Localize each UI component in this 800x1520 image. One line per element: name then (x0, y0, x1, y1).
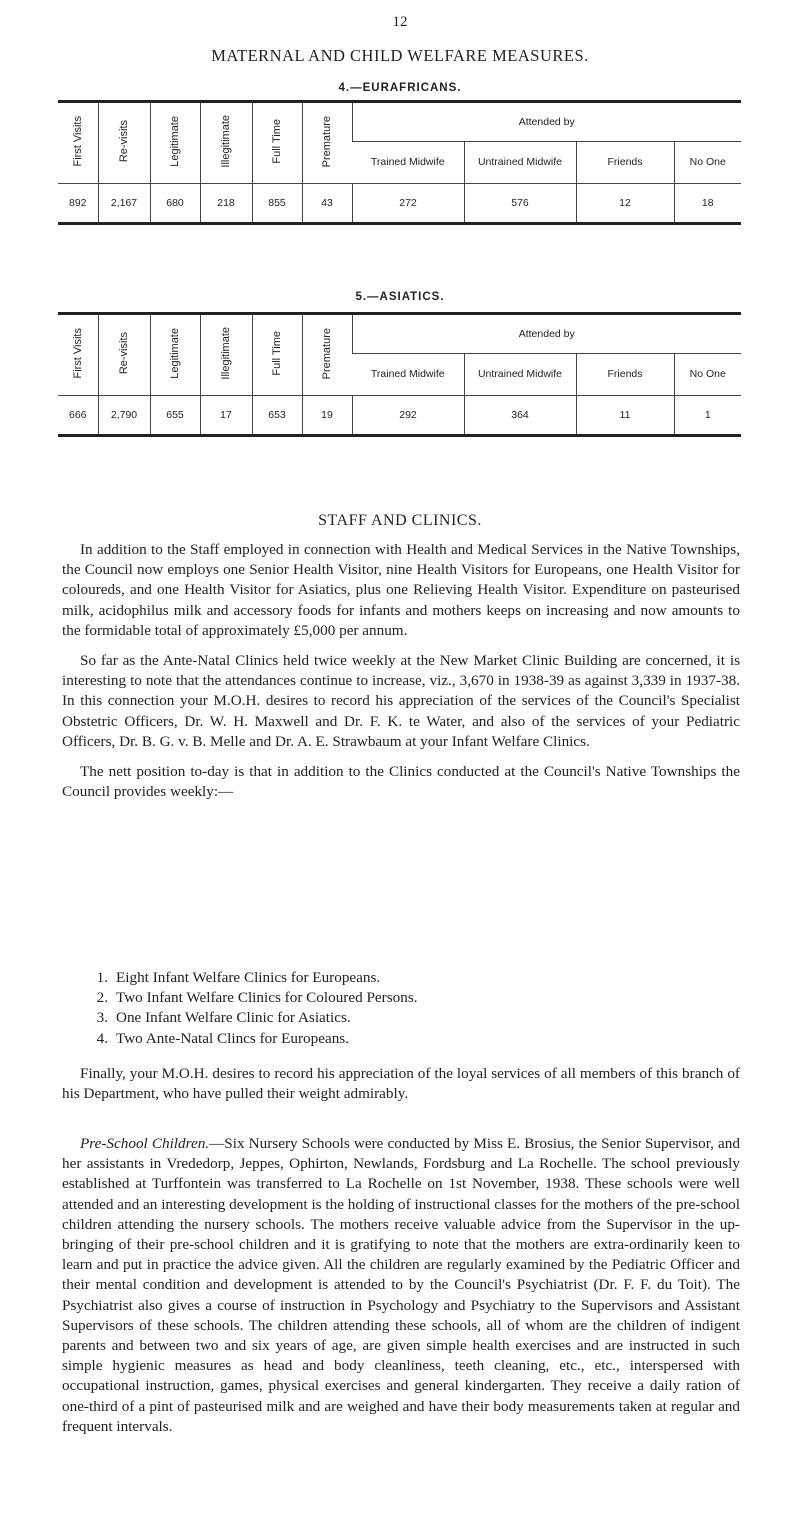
paragraph: Finally, your M.O.H. desires to record his appreciation of the loyal services of all members of this branch of his Department, who have pulled their weight admirably. (62, 1065, 740, 1103)
col-header: Friends (576, 354, 674, 396)
paragraph: In addition to the Staff employed in connection with Health and Medical Services in the Native Townships, the Council now employs one Senior Health Visitor, nine Health Visitors for Europeans, one Health Visitor for coloureds, and one Health Visitor for Asiatics, plus one Relieving Health Visitor. Expenditure on pasteurised milk, acidophilus milk and accessory foods for infants and mothers keeps on increasing and now amounts to the formidable total of approximately £5,000 per annum. (62, 541, 740, 639)
cell: 666 (58, 396, 98, 436)
cell: 655 (150, 396, 200, 436)
attended-by-header: Attended by (352, 314, 741, 354)
cell: 43 (302, 184, 352, 224)
cell: 19 (302, 396, 352, 436)
table-eurafricans-heading: 4.—EURAFRICANS. (338, 82, 462, 94)
cell: 892 (58, 184, 98, 224)
body-text (62, 540, 740, 802)
cell: 653 (252, 396, 302, 436)
preschool-heading: Pre-School Children. (80, 1135, 210, 1152)
cell: 680 (150, 184, 200, 224)
table-row (58, 396, 741, 436)
cell: 855 (252, 184, 302, 224)
col-header: Friends (576, 142, 674, 184)
cell: 17 (200, 396, 252, 436)
col-header: Illegitimate (200, 314, 252, 396)
col-header: First Visits (58, 102, 98, 184)
col-header: Legitimate (150, 102, 200, 184)
col-header: No One (674, 142, 741, 184)
col-header: Untrained Midwife (464, 142, 576, 184)
list-item: 3. One Infant Welfare Clinic for Asiatics. (96, 1009, 351, 1027)
list-item: 4. Two Ante-Natal Clincs for Europeans. (96, 1029, 350, 1047)
cell: 218 (200, 184, 252, 224)
paragraph: The nett position to-day is that in addition to the Clinics conducted at the Council's Native Townships the Council provides weekly:— (62, 763, 740, 801)
paragraph: So far as the Ante-Natal Clinics held twice weekly at the New Market Clinic Building are concerned, it is interesting to note that the attendances continue to increase, viz., 3,670 in 1938-39 as against 3,339 in 1937-38. In this connection your M.O.H. desires to record his appreciation of the services of the Council's Specialist Obstetric Officers, Dr. W. H. Maxwell and Dr. F. K. te Water, and also of the services of your Pediatric Officers, Dr. B. G. v. B. Melle and Dr. A. E. Strawbaum at your Infant Welfare Clinics. (62, 652, 740, 750)
section-heading-staff: STAFF AND CLINICS. (318, 512, 482, 529)
table-asiatics-heading: 5.—ASIATICS. (355, 291, 445, 303)
cell: 272 (352, 184, 464, 224)
table-eurafricans (58, 100, 741, 225)
list-item: 2. Two Infant Welfare Clinics for Coloured Persons. (96, 989, 418, 1007)
col-header: No One (674, 354, 741, 396)
cell: 12 (576, 184, 674, 224)
page-number: 12 (392, 14, 408, 30)
table-row (58, 184, 741, 224)
cell: 2,790 (98, 396, 150, 436)
cell: 576 (464, 184, 576, 224)
col-header: Full Time (252, 102, 302, 184)
cell: 292 (352, 396, 464, 436)
col-header: Re-visits (98, 314, 150, 396)
cell: 11 (576, 396, 674, 436)
cell: 18 (674, 184, 741, 224)
cell: 364 (464, 396, 576, 436)
preschool-body: —Six Nursery Schools were conducted by Miss E. Brosius, the Senior Supervisor, and her assistants in Vrededorp, Jeppes, Ophirton, Newlands, Fordsburg and La Rochelle. The school previously established at Turffontein was transferred to La Rochelle on 1st November, 1938. These schools were well attended and an interesting development is the holding of instructional classes for the mothers of the pre-school children attending the nursery schools. The mothers receive valuable advice from the Supervisor in the up-bringing of their pre-school children and it is gratifying to note that the mothers are extra-ordinarily keen to learn and put in practice the advice given. All the children are regularly examined by the Pediatric Officer and their mental condition and development is attended to by the Council's Psychiatrist (Dr. F. F. du Toit). The Psychiatrist also gives a course of instruction in Psychology and Psychiatry to the Supervisors and Assistant Supervisors of these schools. The children attending these schools, all of whom are the children of indigent parents and between two and six years of age, are given simple health exercises and are instructed in such simple hygienic measures as head and body cleanliness, teeth cleaning, etc., etc., interspersed with occupational instruction, games, physical exercises and general kindergarten. They receive a daily ration of one-third of a pint of pasteurised milk and are weighed and have their body measurements taken at regular and frequent intervals. (62, 1135, 740, 1435)
closing-text (62, 1064, 740, 1104)
attended-by-header: Attended by (352, 102, 741, 142)
col-header: Trained Midwife (352, 354, 464, 396)
col-header: Premature (302, 102, 352, 184)
col-header: Legitimate (150, 314, 200, 396)
col-header: First Visits (58, 314, 98, 396)
col-header: Re-visits (98, 102, 150, 184)
clinic-list (80, 968, 418, 1049)
paragraph (62, 1134, 740, 1437)
table-asiatics (58, 312, 741, 437)
cell: 1 (674, 396, 741, 436)
cell: 2,167 (98, 184, 150, 224)
col-header: Full Time (252, 314, 302, 396)
col-header: Untrained Midwife (464, 354, 576, 396)
col-header: Premature (302, 314, 352, 396)
page-title: MATERNAL AND CHILD WELFARE MEASURES. (211, 46, 589, 65)
col-header: Trained Midwife (352, 142, 464, 184)
list-item: 1. Eight Infant Welfare Clinics for Europeans. (96, 969, 381, 986)
preschool-text (62, 1134, 740, 1437)
col-header: Illegitimate (200, 102, 252, 184)
